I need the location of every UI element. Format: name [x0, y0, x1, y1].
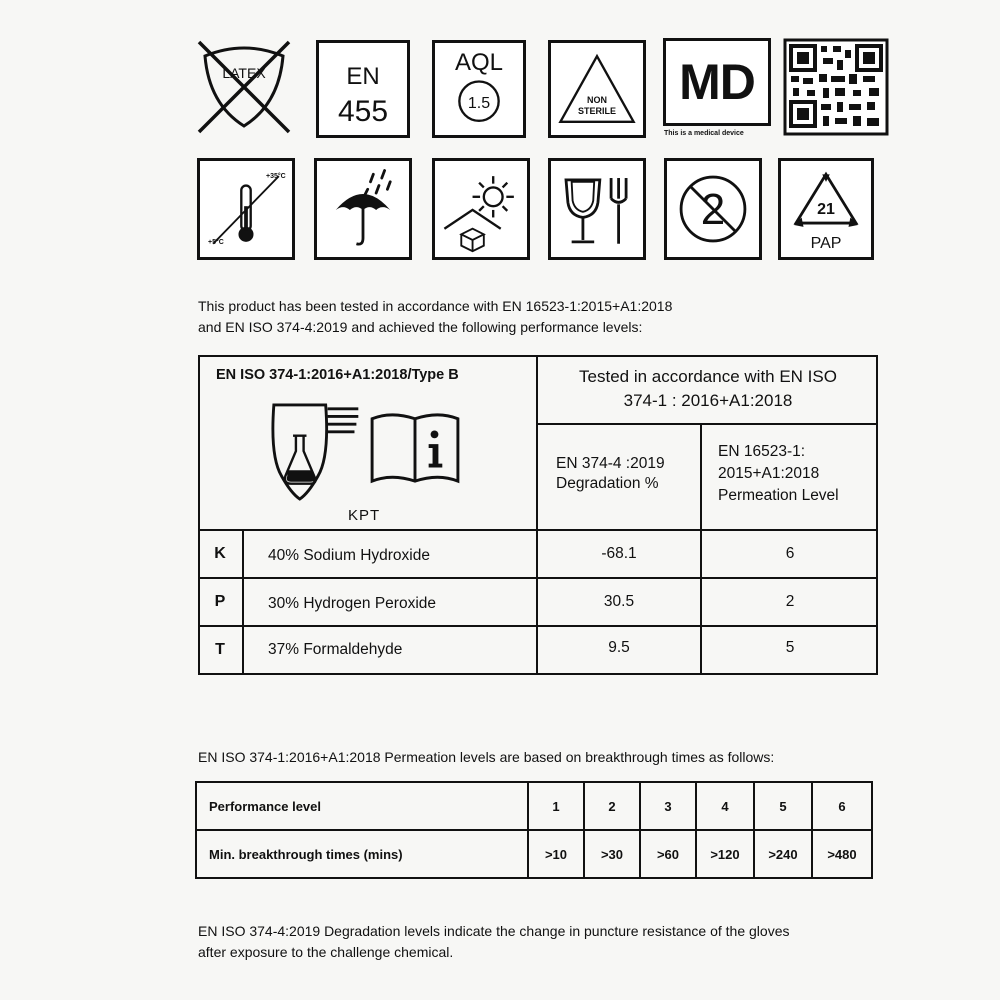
footer-line-2: after exposure to the challenge chemical. — [198, 944, 454, 960]
aql-label: AQL — [454, 49, 504, 76]
level-cell: 4 — [696, 782, 754, 830]
en455-line2: 455 — [337, 95, 389, 128]
levels-intro: EN ISO 374-1:2016+A1:2018 Permeation levels are based on breakthrough times as follows: — [198, 749, 775, 765]
temperature-limit-symbol — [197, 158, 295, 260]
intro-line-1: This product has been tested in accordance with EN 16523-1:2015+A1:2018 — [198, 298, 673, 314]
en455-symbol — [316, 40, 410, 138]
latex-free-symbol — [195, 38, 293, 136]
level-cell: 6 — [812, 782, 872, 830]
permeation-header-line-2: 2015+A1:2018 — [718, 465, 820, 482]
non-sterile-line1: NON — [587, 95, 607, 105]
non-sterile-triangle-icon — [551, 43, 643, 135]
time-cell: >120 — [696, 830, 754, 878]
time-cell: >240 — [754, 830, 812, 878]
tested-header-line-1: Tested in accordance with EN ISO — [579, 367, 837, 386]
row-permeation: 6 — [785, 545, 795, 562]
row-chemical: 40% Sodium Hydroxide — [268, 547, 430, 564]
row-code: P — [214, 593, 226, 610]
en455-line1: EN — [346, 63, 380, 90]
umbrella-icon — [317, 161, 409, 257]
medical-device-symbol — [663, 38, 771, 126]
aql-symbol — [432, 40, 526, 138]
recycle-number: 21 — [817, 201, 835, 218]
temperature-min: +5°C — [208, 239, 224, 246]
md-text: MD — [679, 54, 755, 110]
breakthrough-levels-table — [195, 781, 873, 879]
recycle-code: PAP — [810, 235, 842, 252]
sun-house-icon — [435, 161, 527, 257]
performance-level-label: Performance level — [196, 782, 528, 830]
row-degradation: -68.1 — [601, 545, 637, 562]
glass-fork-icon — [551, 161, 643, 257]
level-cell: 1 — [528, 782, 584, 830]
time-cell: >30 — [584, 830, 640, 878]
aql-value: 1.5 — [467, 95, 491, 112]
food-safe-symbol — [548, 158, 646, 260]
breakthrough-time-label: Min. breakthrough times (mins) — [196, 830, 528, 878]
row-permeation: 5 — [785, 639, 795, 656]
time-cell: >60 — [640, 830, 696, 878]
info-book-icon — [368, 409, 462, 487]
degradation-header-line-1: EN 374-4 :2019 — [556, 455, 665, 472]
intro-line-2: and EN ISO 374-4:2019 and achieved the following performance levels: — [198, 319, 643, 335]
level-cell: 5 — [754, 782, 812, 830]
breakthrough-time-row — [196, 830, 872, 878]
temperature-max: +35°C — [266, 173, 286, 180]
latex-icon — [195, 38, 293, 136]
row-permeation: 2 — [785, 593, 795, 610]
time-cell: >480 — [812, 830, 872, 878]
pictogram-label: KPT — [348, 507, 381, 524]
intro-paragraph — [198, 296, 818, 338]
row-code: T — [215, 641, 225, 658]
md-caption: This is a medical device — [664, 130, 744, 137]
footer-paragraph — [198, 921, 858, 963]
tested-header-line-2: 374-1 : 2016+A1:2018 — [623, 391, 793, 410]
qr-code — [783, 38, 893, 136]
footer-line-1: EN ISO 374-4:2019 Degradation levels indicate the change in puncture resistance of the gloves — [198, 923, 790, 939]
chemical-shield-icon — [270, 399, 366, 505]
non-sterile-symbol — [548, 40, 646, 138]
permeation-header-line-3: Permeation Level — [718, 487, 839, 504]
keep-from-sunlight-symbol — [432, 158, 530, 260]
non-sterile-line2: STERILE — [577, 106, 616, 116]
standard-title: EN ISO 374-1:2016+A1:2018/Type B — [216, 367, 459, 383]
single-use-symbol — [664, 158, 762, 260]
aql-circle-icon — [435, 43, 523, 135]
row-degradation: 30.5 — [603, 593, 635, 610]
recycle-symbol — [778, 158, 874, 260]
performance-table — [198, 355, 878, 675]
keep-dry-symbol — [314, 158, 412, 260]
single-use-digit: 2 — [700, 185, 726, 234]
permeation-header-line-1: EN 16523-1: — [718, 443, 806, 460]
latex-text: LATEX — [222, 65, 266, 81]
row-degradation: 9.5 — [608, 639, 630, 656]
row-chemical: 30% Hydrogen Peroxide — [268, 595, 437, 612]
row-code: K — [214, 545, 226, 562]
degradation-header-line-2: Degradation % — [556, 475, 659, 492]
level-cell: 3 — [640, 782, 696, 830]
time-cell: >10 — [528, 830, 584, 878]
performance-level-row — [196, 782, 872, 830]
qr-code-icon — [783, 38, 893, 136]
row-chemical: 37% Formaldehyde — [268, 641, 403, 658]
level-cell: 2 — [584, 782, 640, 830]
